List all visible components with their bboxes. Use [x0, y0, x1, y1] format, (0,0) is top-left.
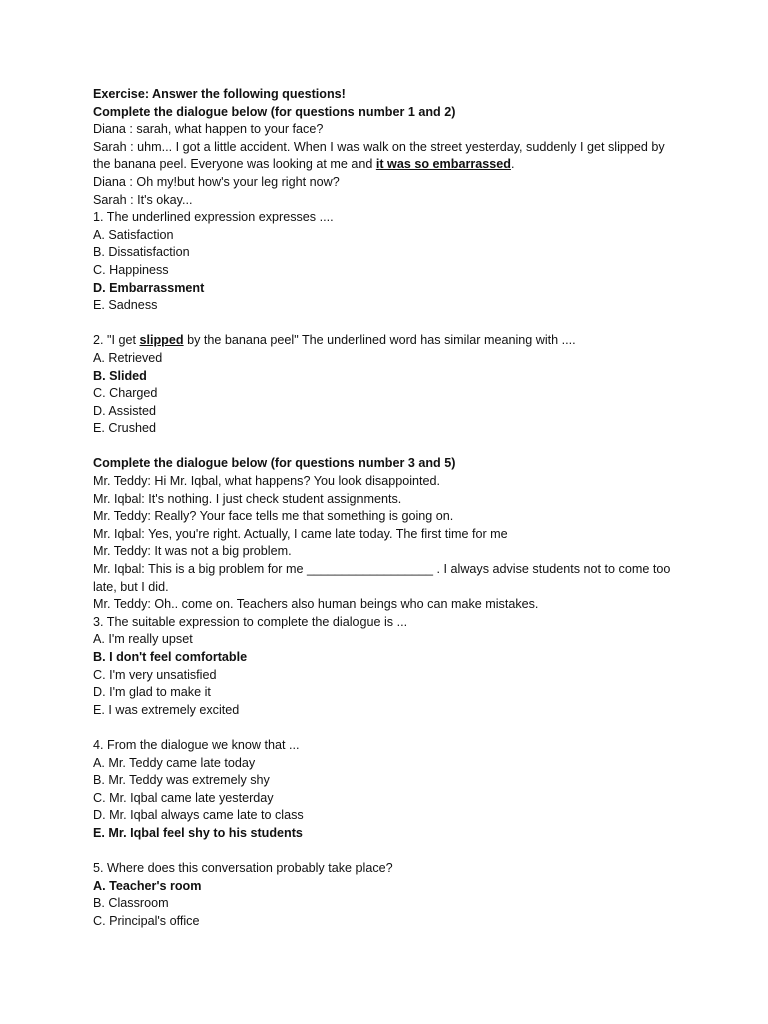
dialogue-line: Mr. Teddy: Oh.. come on. Teachers also human beings who can make mistakes.	[93, 597, 539, 612]
q4-option-e-answer: E. Mr. Iqbal feel shy to his students	[93, 825, 303, 840]
question-3: 3. The suitable expression to complete the dialogue is ...	[93, 614, 408, 629]
underlined-word: slipped	[139, 333, 184, 348]
q3-option-d: D. I'm glad to make it	[93, 685, 211, 700]
spacer	[93, 315, 673, 333]
question-text: by the banana peel" The underlined word has similar meaning with ....	[183, 333, 576, 348]
q5-option-a-answer: A. Teacher's room	[93, 878, 202, 893]
q2-option-d: D. Assisted	[93, 403, 156, 418]
dialogue-line: Mr. Iqbal: This is a big problem for me __________________ . I always advise students not to come too late, but I did.	[93, 562, 671, 594]
q4-option-d: D. Mr. Iqbal always came late to class	[93, 808, 304, 823]
dialogue-line: Mr. Teddy: Really? Your face tells me that something is going on.	[93, 509, 454, 524]
q2-option-e: E. Crushed	[93, 421, 156, 436]
question-4: 4. From the dialogue we know that ...	[93, 737, 300, 752]
question-2	[93, 332, 673, 350]
section2-instruction: Complete the dialogue below (for questions number 3 and 5)	[93, 456, 456, 471]
q4-option-b: B. Mr. Teddy was extremely shy	[93, 773, 270, 788]
q4-option-c: C. Mr. Iqbal came late yesterday	[93, 790, 274, 805]
dialogue-text: Sarah : uhm... I got a little accident. When I was walk on the street yesterday, suddenly I get slipped by the banana peel. Everyone was looking at me and	[93, 139, 665, 172]
q1-option-a: A. Satisfaction	[93, 227, 174, 242]
q2-option-c: C. Charged	[93, 386, 158, 401]
q5-option-b: B. Classroom	[93, 896, 169, 911]
dialogue-line: Mr. Teddy: It was not a big problem.	[93, 544, 292, 559]
q4-option-a: A. Mr. Teddy came late today	[93, 755, 256, 770]
q2-option-a: A. Retrieved	[93, 350, 163, 365]
question-1: 1. The underlined expression expresses ....	[93, 210, 334, 225]
dialogue-line: Diana : Oh my!but how's your leg right now?	[93, 174, 340, 189]
q3-option-c: C. I'm very unsatisfied	[93, 667, 217, 682]
exercise-heading: Exercise: Answer the following questions!	[93, 87, 346, 101]
dialogue-line	[93, 139, 673, 174]
underlined-expression: it was so embarrassed	[375, 157, 511, 172]
spacer	[93, 843, 673, 861]
q5-option-c: C. Principal's office	[93, 913, 200, 928]
dialogue-line: Sarah : It's okay...	[93, 192, 193, 207]
worksheet	[93, 86, 673, 931]
q3-option-e: E. I was extremely excited	[93, 702, 240, 717]
dialogue-line: Mr. Iqbal: It's nothing. I just check student assignments.	[93, 491, 402, 506]
dialogue-text: .	[510, 157, 515, 172]
q2-option-b-answer: B. Slided	[93, 368, 147, 383]
spacer	[93, 719, 673, 737]
q3-option-a: A. I'm really upset	[93, 632, 193, 647]
question-text: 2. "I get	[93, 333, 140, 348]
section1-instruction: Complete the dialogue below (for questions number 1 and 2)	[93, 104, 456, 119]
dialogue-line: Mr. Iqbal: Yes, you're right. Actually, I came late today. The first time for me	[93, 526, 508, 541]
question-5: 5. Where does this conversation probably take place?	[93, 861, 393, 876]
q1-option-d-answer: D. Embarrassment	[93, 280, 205, 295]
q1-option-e: E. Sadness	[93, 298, 158, 313]
dialogue-line: Diana : sarah, what happen to your face?	[93, 122, 324, 137]
spacer	[93, 438, 673, 456]
q3-option-b-answer: B. I don't feel comfortable	[93, 650, 248, 664]
q1-option-b: B. Dissatisfaction	[93, 245, 190, 260]
dialogue-line: Mr. Teddy: Hi Mr. Iqbal, what happens? You look disappointed.	[93, 474, 441, 489]
q1-option-c: C. Happiness	[93, 262, 169, 277]
